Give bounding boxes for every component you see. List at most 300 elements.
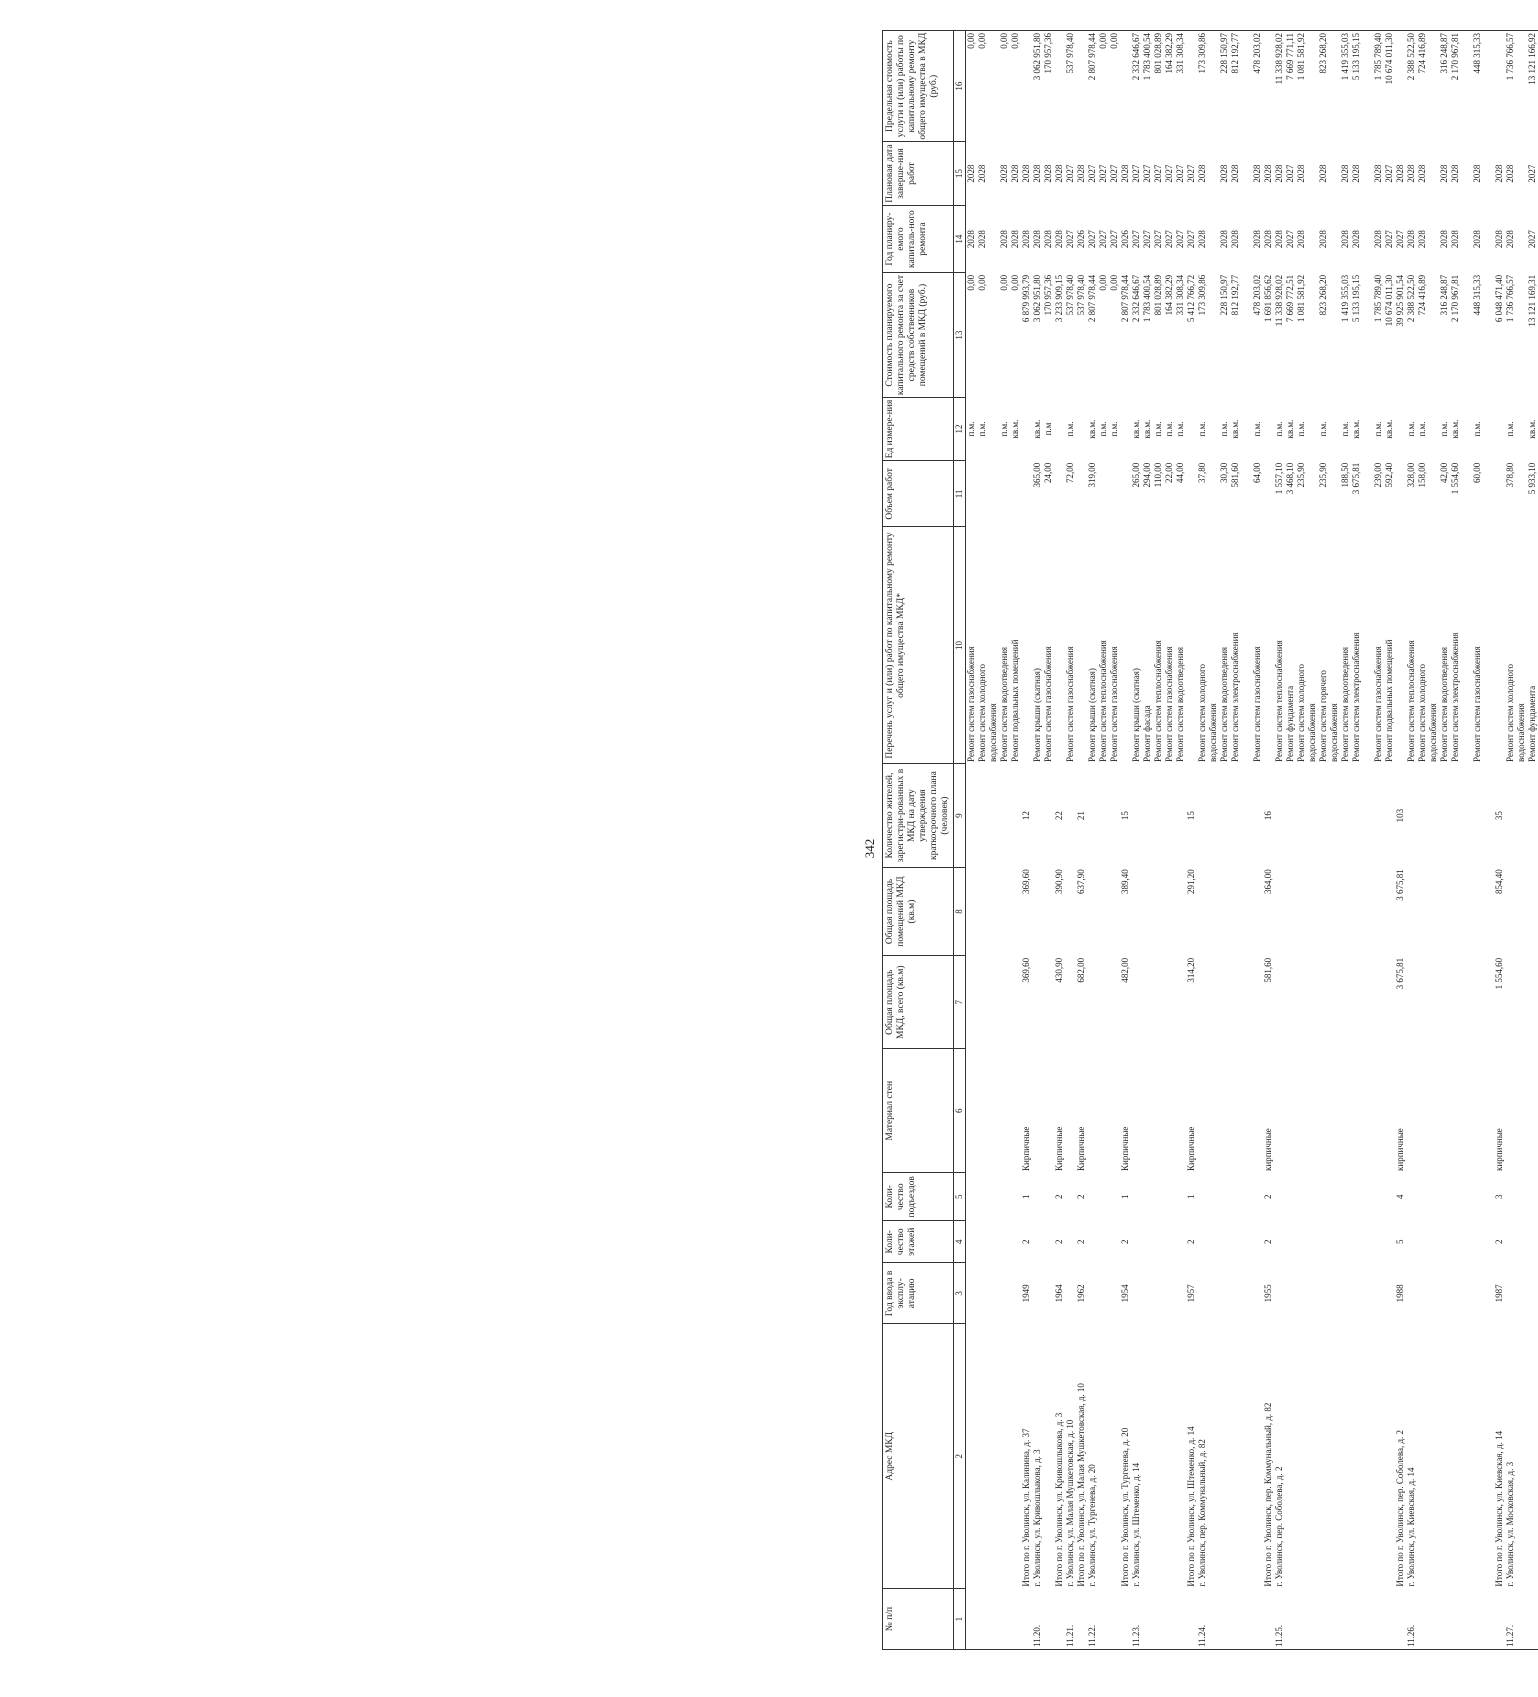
cell-col-4 [999, 1221, 1010, 1263]
cell-col-14 [1329, 205, 1340, 273]
cell-col-8 [1153, 867, 1164, 956]
cell-col-10: Ремонт систем холодного [1196, 664, 1207, 762]
cell-col-6 [1032, 1049, 1043, 1173]
cell-col-6 [999, 1049, 1010, 1173]
cell-col-7 [1252, 956, 1263, 1049]
cell-col-1 [999, 1589, 1010, 1650]
cell-col-8 [1109, 867, 1120, 956]
cell-col-11 [1186, 461, 1197, 527]
cell-col-6 [1175, 1049, 1186, 1173]
cell-col-15: 2028 [1042, 164, 1053, 183]
cell-col-7 [1483, 956, 1494, 1049]
cell-col-7 [1472, 956, 1483, 1049]
cell-col-10: Ремонт систем газоснабжения [1163, 646, 1174, 762]
cell-col-9 [1406, 764, 1417, 867]
cell-col-14 [1428, 205, 1439, 273]
cell-col-2: Итого по г. Уволинск, ул. Штеменко, д. 14 [1185, 1426, 1196, 1587]
cell-col-14 [1362, 205, 1373, 273]
cell-col-8 [1329, 867, 1340, 956]
cell-col-2 [1230, 1324, 1241, 1589]
cell-col-13: 1 783 400,54 [1141, 274, 1152, 323]
cell-col-8 [1065, 867, 1076, 956]
table-row [1021, 31, 1032, 1650]
cell-col-6 [1274, 1049, 1285, 1173]
cell-col-13: 13 121 169,31 [1526, 274, 1537, 327]
cell-col-15: 2028 [1031, 164, 1042, 183]
cell-col-15: 2028 [1416, 164, 1427, 183]
cell-col-8 [1428, 867, 1439, 956]
cell-col-14: 2027 [1163, 230, 1174, 249]
cell-col-8 [1505, 867, 1516, 956]
cell-col-14: 2028 [998, 230, 1009, 249]
cell-col-10 [1186, 527, 1197, 764]
cell-col-3: 1955 [1262, 1284, 1273, 1303]
cell-col-1 [1340, 1589, 1351, 1650]
cell-col-15: 2027 [1086, 164, 1097, 183]
cell-col-7 [1439, 956, 1450, 1049]
cell-col-7 [1516, 956, 1527, 1049]
cell-col-4 [965, 1221, 977, 1263]
cell-col-6 [1417, 1049, 1428, 1173]
cell-col-10: Ремонт систем газоснабжения [1108, 646, 1119, 762]
cell-col-8 [1098, 867, 1109, 956]
cell-col-8 [999, 867, 1010, 956]
cell-col-16 [988, 31, 999, 142]
cell-col-11: 72,00 [1064, 462, 1075, 484]
cell-col-14: 2027 [1064, 230, 1075, 249]
cell-col-14 [1483, 205, 1494, 273]
cell-col-8 [1384, 867, 1395, 956]
cell-col-1 [1263, 1589, 1274, 1650]
table-row [1373, 31, 1384, 1650]
cell-col-14: 2028 [1009, 230, 1020, 249]
cell-col-5 [988, 1173, 999, 1221]
cell-col-13: 3 233 909,15 [1053, 274, 1064, 323]
table-row [1010, 31, 1021, 1650]
column-number-4: 4 [953, 1221, 965, 1263]
cell-col-2: Итого по г. Уволинск, ул. Киевская, д. 14 [1493, 1430, 1504, 1587]
cell-col-7 [1230, 956, 1241, 1049]
cell-col-4 [1175, 1221, 1186, 1263]
cell-col-6 [1164, 1049, 1175, 1173]
cell-col-16: 0,00 [977, 31, 988, 142]
cell-col-11 [1307, 461, 1318, 527]
cell-col-7 [1351, 956, 1362, 1049]
cell-col-3: 1962 [1075, 1284, 1086, 1303]
cell-col-14: 2028 [1471, 230, 1482, 249]
cell-col-12 [1263, 397, 1274, 461]
cell-col-6: Кирпичные [1053, 1126, 1064, 1171]
cell-col-7: 482,00 [1119, 957, 1130, 983]
cell-col-4 [1417, 1221, 1428, 1263]
cell-col-8 [1362, 867, 1373, 956]
cell-col-7 [1318, 956, 1329, 1049]
cell-col-7 [977, 956, 988, 1049]
cell-col-5 [1527, 1173, 1538, 1221]
cell-col-5 [1329, 1173, 1340, 1221]
cell-col-4 [1318, 1221, 1329, 1263]
cell-col-1: 11.20. [1032, 1589, 1043, 1650]
cell-col-1 [1417, 1589, 1428, 1650]
table-row [1098, 31, 1109, 1650]
cell-col-3 [1252, 1263, 1263, 1324]
cell-col-9 [999, 764, 1010, 867]
cell-col-13: 0,00 [976, 274, 987, 291]
cell-col-7 [1098, 956, 1109, 1049]
cell-col-10: Ремонт систем холодного [1504, 664, 1515, 762]
cell-col-6 [1362, 1049, 1373, 1173]
cell-col-13: 0,00 [1108, 274, 1119, 291]
cell-col-6 [1142, 1049, 1153, 1173]
cell-col-3 [1340, 1263, 1351, 1324]
cell-col-3 [1384, 1263, 1395, 1324]
table-row [1428, 31, 1439, 1650]
cell-col-4 [1450, 1221, 1461, 1263]
cell-col-15: 2027 [1163, 164, 1174, 183]
cell-col-1: 11.21. [1065, 1589, 1076, 1650]
table-row [1076, 31, 1087, 1650]
cell-col-1 [1164, 1589, 1175, 1650]
column-number-6: 6 [953, 1049, 965, 1173]
cell-col-4 [1428, 1221, 1439, 1263]
cell-col-14: 2027 [1284, 230, 1295, 249]
cell-col-14: 2027 [1141, 230, 1152, 249]
cell-col-1 [1142, 1589, 1153, 1650]
cell-col-12: п.м. [998, 421, 1009, 437]
cell-col-4: 2 [1020, 1239, 1031, 1245]
cell-col-7 [1153, 956, 1164, 1049]
cell-col-8: 390,90 [1053, 869, 1064, 894]
table-row [1054, 31, 1065, 1650]
cell-col-14: 2026 [1119, 230, 1130, 249]
table-row [977, 31, 988, 1650]
cell-col-2 [1219, 1324, 1230, 1589]
cell-col-11: 24,00 [1042, 462, 1053, 484]
cell-col-16: 537 978,40 [1065, 31, 1076, 142]
cell-col-9 [1098, 764, 1109, 867]
cell-col-14: 2028 [1295, 230, 1306, 249]
cell-col-3 [1274, 1263, 1285, 1324]
cell-col-11: 235,90 [1317, 462, 1328, 488]
cell-col-1 [1010, 1589, 1021, 1650]
cell-col-9 [1142, 764, 1153, 867]
cell-col-3 [1109, 1263, 1120, 1324]
cell-col-13: 0,00 [998, 274, 1009, 291]
cell-col-12: п.м. [1295, 421, 1306, 437]
cell-col-13 [1241, 273, 1252, 397]
cell-col-10: водоснабжения [1515, 703, 1526, 762]
cell-col-2 [1351, 1324, 1362, 1589]
cell-col-10 [1120, 527, 1131, 764]
cell-col-5: 4 [1394, 1194, 1405, 1200]
cell-col-2 [1296, 1324, 1307, 1589]
cell-col-1 [1054, 1589, 1065, 1650]
cell-col-16: 478 203,02 [1252, 31, 1263, 142]
cell-col-1 [1494, 1589, 1505, 1650]
cell-col-2: Итого по г. Уволинск, ул. Калинина, д. 37 [1020, 1428, 1031, 1587]
cell-col-12: кв.м. [1526, 419, 1537, 439]
cell-col-4 [1461, 1221, 1472, 1263]
cell-col-15: 2028 [1317, 164, 1328, 183]
cell-col-8 [1208, 867, 1219, 956]
cell-col-8 [1450, 867, 1461, 956]
cell-col-16: 1 736 766,57 [1505, 31, 1516, 142]
cell-col-5: 2 [1075, 1194, 1086, 1200]
cell-col-7 [1241, 956, 1252, 1049]
cell-col-6: кирпичные [1262, 1128, 1273, 1171]
column-header-4: Коли-чество этажей [883, 1221, 954, 1263]
cell-col-1: 11.24. [1197, 1589, 1208, 1650]
column-header-9: Количество жителей, зарегистри-рованных в МКД на дату утверждения краткосрочного плана (человек) [883, 764, 954, 867]
cell-col-8 [1340, 867, 1351, 956]
cell-col-10 [1241, 527, 1252, 764]
cell-col-11 [965, 461, 977, 527]
cell-col-12: п.м. [1405, 421, 1416, 437]
column-number-9: 9 [953, 764, 965, 867]
cell-col-9 [1010, 764, 1021, 867]
cell-col-9 [1362, 764, 1373, 867]
cell-col-15: 2027 [1152, 164, 1163, 183]
cell-col-13 [1307, 273, 1318, 397]
cell-col-3 [1208, 1263, 1219, 1324]
cell-col-2 [1307, 1324, 1318, 1589]
cell-col-14: 2026 [1075, 230, 1086, 249]
cell-col-1 [1153, 1589, 1164, 1650]
cell-col-7: 369,60 [1020, 957, 1031, 983]
table-row [965, 31, 977, 1650]
cell-col-16: 0,00 [1109, 31, 1120, 142]
cell-col-1 [1483, 1589, 1494, 1650]
cell-col-3 [1461, 1263, 1472, 1324]
cell-col-2 [965, 1324, 977, 1589]
cell-col-10: Ремонт систем газоснабжения [1042, 646, 1053, 762]
cell-col-11 [1109, 461, 1120, 527]
cell-col-8 [1516, 867, 1527, 956]
table-row [1263, 31, 1274, 1650]
cell-col-10: Ремонт подвальных помещений [1009, 639, 1020, 762]
column-header-3: Год ввода в эксплу-атацию [883, 1263, 954, 1324]
cell-col-3 [1527, 1263, 1538, 1324]
cell-col-16 [1516, 31, 1527, 142]
cell-col-6: Кирпичные [1185, 1126, 1196, 1171]
cell-col-2 [1098, 1324, 1109, 1589]
cell-col-12: п.м. [1163, 421, 1174, 437]
cell-col-3 [1131, 1263, 1142, 1324]
cell-col-5 [1197, 1173, 1208, 1221]
cell-col-2 [1428, 1324, 1439, 1589]
table-row [1505, 31, 1516, 1650]
cell-col-5: 1 [1119, 1194, 1130, 1200]
cell-col-15: 2028 [1229, 164, 1240, 183]
cell-col-11: 22,00 [1163, 462, 1174, 484]
cell-col-2: г. Уволинск, ул. Московская, д. 3 [1504, 1461, 1515, 1587]
cell-col-5 [1131, 1173, 1142, 1221]
cell-col-7 [1384, 956, 1395, 1049]
cell-col-14: 2028 [1339, 230, 1350, 249]
cell-col-8: 637,90 [1075, 869, 1086, 894]
table-row [1395, 31, 1406, 1650]
cell-col-4: 2 [1075, 1239, 1086, 1245]
cell-col-1 [1186, 1589, 1197, 1650]
cell-col-9: 15 [1185, 811, 1196, 821]
cell-col-15: 2028 [1075, 164, 1086, 183]
cell-col-6 [1109, 1049, 1120, 1173]
cell-col-11 [1241, 461, 1252, 527]
cell-col-12: п.м. [965, 421, 976, 437]
cell-col-11: 64,00 [1251, 462, 1262, 484]
cell-col-3 [1428, 1263, 1439, 1324]
cell-col-12: п.м. [1471, 421, 1482, 437]
column-header-8: Общая площадь помещений МКД (кв.м) [883, 867, 954, 956]
cell-col-15 [1483, 142, 1494, 206]
cell-col-11 [1054, 461, 1065, 527]
cell-col-9 [1516, 764, 1527, 867]
cell-col-11: 239,00 [1372, 462, 1383, 488]
cell-col-13: 331 308,34 [1174, 274, 1185, 316]
cell-col-11 [1395, 461, 1406, 527]
table-body [965, 31, 1538, 1650]
cell-col-10: Ремонт подвальных помещений [1383, 639, 1394, 762]
cell-col-5 [1516, 1173, 1527, 1221]
cell-col-12 [1186, 397, 1197, 461]
cell-col-16: 228 150,97 [1219, 31, 1230, 142]
cell-col-9 [1230, 764, 1241, 867]
cell-col-15: 2028 [976, 164, 987, 183]
cell-col-13: 537 978,40 [1064, 274, 1075, 316]
cell-col-9 [1032, 764, 1043, 867]
cell-col-14: 2028 [1053, 230, 1064, 249]
cell-col-1 [1527, 1589, 1538, 1650]
cell-col-13: 11 338 928,02 [1273, 274, 1284, 327]
cell-col-16 [1054, 31, 1065, 142]
cell-col-5 [1483, 1173, 1494, 1221]
cell-col-5 [977, 1173, 988, 1221]
cell-col-12: п.м. [1218, 421, 1229, 437]
cell-col-5 [1296, 1173, 1307, 1221]
cell-col-9 [1505, 764, 1516, 867]
cell-col-6 [1450, 1049, 1461, 1173]
cell-col-15 [988, 142, 999, 206]
cell-col-9 [1483, 764, 1494, 867]
cell-col-1 [1043, 1589, 1054, 1650]
cell-col-7 [1065, 956, 1076, 1049]
cell-col-16 [1241, 31, 1252, 142]
cell-col-2 [1043, 1324, 1054, 1589]
cell-col-16: 0,00 [1098, 31, 1109, 142]
cell-col-12: п.м. [1152, 421, 1163, 437]
cell-col-7 [1329, 956, 1340, 1049]
cell-col-5 [1142, 1173, 1153, 1221]
cell-col-1 [1318, 1589, 1329, 1650]
cell-col-12 [988, 397, 999, 461]
cell-col-11 [1021, 461, 1032, 527]
cell-col-16: 2 807 978,44 [1087, 31, 1098, 142]
cell-col-4 [1208, 1221, 1219, 1263]
cell-col-13: 2 170 967,81 [1449, 274, 1460, 323]
cell-col-2: Итого по г. Уволинск, ул. Тургенева, д. 20 [1119, 1427, 1130, 1587]
cell-col-15: 2028 [1394, 164, 1405, 183]
cell-col-4 [1340, 1221, 1351, 1263]
cell-col-7 [1373, 956, 1384, 1049]
table-row [1120, 31, 1131, 1650]
cell-col-1 [1472, 1589, 1483, 1650]
cell-col-13: 812 192,77 [1229, 274, 1240, 316]
cell-col-3 [1450, 1263, 1461, 1324]
cell-col-5 [965, 1173, 977, 1221]
table-row [1329, 31, 1340, 1650]
cell-col-1: 11.27. [1505, 1589, 1516, 1650]
cell-col-12: кв.м. [1009, 419, 1020, 439]
cell-col-3 [1472, 1263, 1483, 1324]
cell-col-15: 2028 [1262, 164, 1273, 183]
cell-col-8 [1219, 867, 1230, 956]
cell-col-4: 2 [1262, 1239, 1273, 1245]
cell-col-6 [1296, 1049, 1307, 1173]
cell-col-11 [999, 461, 1010, 527]
cell-col-13: 0,00 [1009, 274, 1020, 291]
cell-col-2 [1153, 1324, 1164, 1589]
cell-col-6 [988, 1049, 999, 1173]
cell-col-16: 164 382,29 [1164, 31, 1175, 142]
cell-col-12 [1516, 397, 1527, 461]
cell-col-14: 2027 [1108, 230, 1119, 249]
table-row [1252, 31, 1263, 1650]
cell-col-12 [1120, 397, 1131, 461]
cell-col-16: 812 192,77 [1230, 31, 1241, 142]
cell-col-12: кв.м. [1284, 419, 1295, 439]
cell-col-15: 2028 [1493, 164, 1504, 183]
cell-col-8 [1087, 867, 1098, 956]
cell-col-7 [1461, 956, 1472, 1049]
cell-col-11 [1010, 461, 1021, 527]
table-row [1384, 31, 1395, 1650]
cell-col-7 [1010, 956, 1021, 1049]
cell-col-11 [1208, 461, 1219, 527]
cell-col-16: 0,00 [999, 31, 1010, 142]
cell-col-5 [999, 1173, 1010, 1221]
cell-col-9 [1131, 764, 1142, 867]
cell-col-12: п.м. [1339, 421, 1350, 437]
cell-col-13 [1461, 273, 1472, 397]
cell-col-6 [965, 1049, 977, 1173]
cell-col-15: 2028 [1471, 164, 1482, 183]
cell-col-9 [1340, 764, 1351, 867]
cell-col-12: п.м. [1416, 421, 1427, 437]
cell-col-16: 2 388 522,50 [1406, 31, 1417, 142]
cell-col-10: водоснабжения [1207, 703, 1218, 762]
cell-col-16: 10 674 011,30 [1384, 31, 1395, 142]
cell-col-4 [1043, 1221, 1054, 1263]
cell-col-16: 3 062 951,80 [1032, 31, 1043, 142]
cell-col-8 [1527, 867, 1538, 956]
cell-col-13 [1483, 273, 1494, 397]
cell-col-10: Ремонт фундамента [1526, 685, 1537, 762]
cell-col-4 [1087, 1221, 1098, 1263]
cell-col-13: 5 412 766,72 [1185, 274, 1196, 323]
cell-col-5 [1439, 1173, 1450, 1221]
cell-col-7 [1197, 956, 1208, 1049]
cell-col-7 [1219, 956, 1230, 1049]
cell-col-11: 328,00 [1405, 462, 1416, 488]
cell-col-10 [1483, 527, 1494, 764]
cell-col-9: 15 [1119, 811, 1130, 821]
cell-col-6 [1351, 1049, 1362, 1173]
cell-col-3 [1065, 1263, 1076, 1324]
cell-col-9: 22 [1053, 811, 1064, 821]
cell-col-4 [1010, 1221, 1021, 1263]
cell-col-7 [1417, 956, 1428, 1049]
cell-col-5 [1098, 1173, 1109, 1221]
